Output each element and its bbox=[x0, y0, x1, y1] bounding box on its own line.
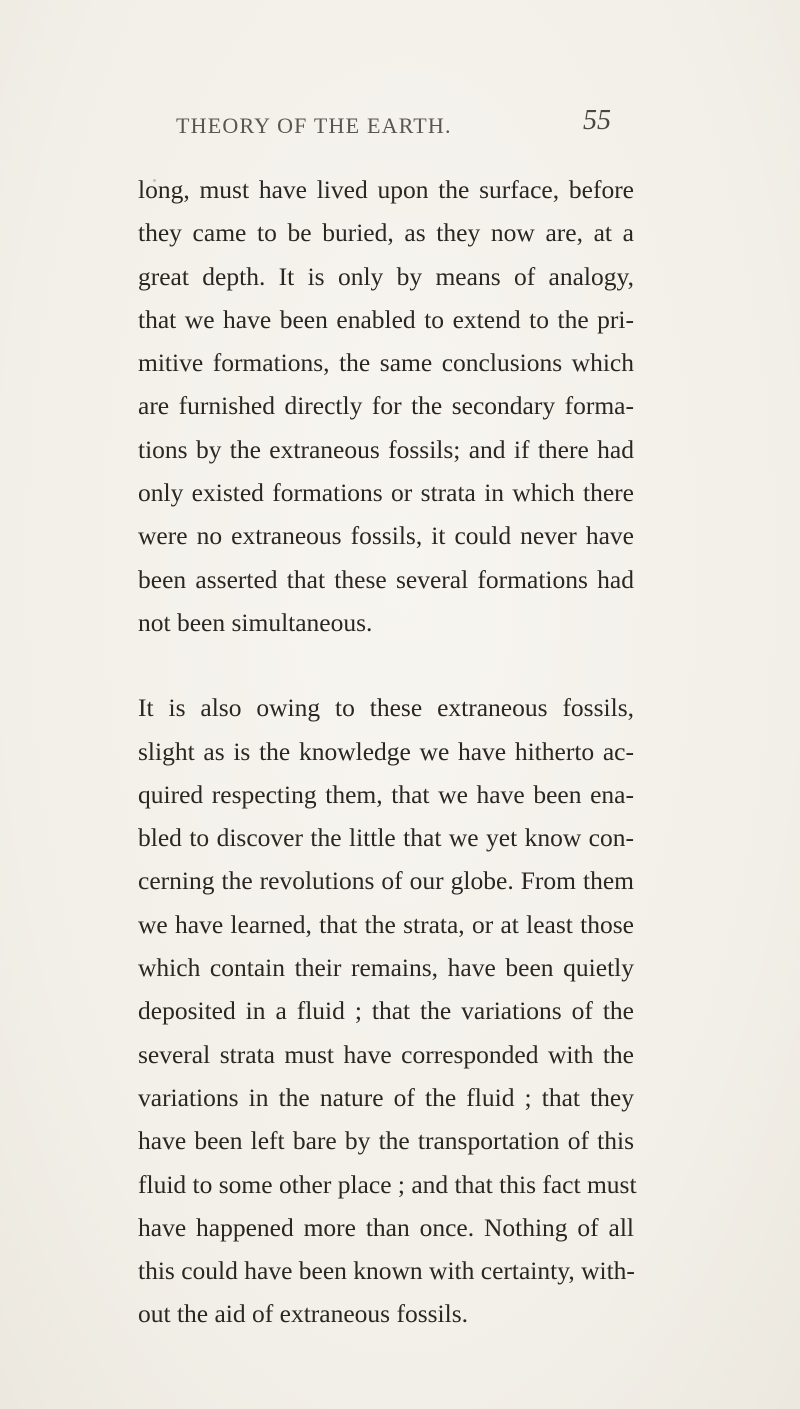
text-line: tions by the extraneous fossils; and if there had bbox=[138, 434, 634, 464]
text-line: slight as is the knowledge we have hitherto ac- bbox=[138, 736, 634, 766]
text-line: out the aid of extraneous fossils. bbox=[138, 1299, 469, 1329]
paragraph-1 bbox=[138, 168, 634, 644]
text-line: bled to discover the little that we yet know con- bbox=[138, 823, 634, 853]
page-number: 55 bbox=[583, 105, 611, 136]
text-line: quired respecting them, that we have been ena- bbox=[138, 779, 634, 809]
text-line: are furnished directly for the secondary forma- bbox=[138, 391, 634, 421]
running-title: THEORY OF THE EARTH. bbox=[176, 113, 452, 138]
text-line: we have learned, that the strata, or at least those bbox=[138, 909, 634, 939]
paragraph-2 bbox=[138, 686, 637, 1335]
text-line: variations in the nature of the fluid ; that they bbox=[138, 1082, 634, 1112]
text-line: It is also owing to these extraneous fossils, bbox=[138, 693, 634, 723]
text-line: cerning the revolutions of our globe. From them bbox=[138, 866, 634, 896]
text-line: were no extraneous fossils, it could never have bbox=[138, 521, 634, 551]
text-line: which contain their remains, have been quietly bbox=[138, 953, 634, 983]
text-line: this could have been known with certainty, with- bbox=[138, 1256, 635, 1286]
text-line: several strata must have corresponded with the bbox=[138, 1039, 634, 1069]
text-line: been asserted that these several formations had bbox=[138, 564, 634, 594]
text-line: great depth. It is only by means of analogy, bbox=[138, 261, 634, 291]
text-line: they came to be buried, as they now are, at a bbox=[138, 218, 634, 248]
body-text bbox=[138, 168, 637, 1336]
text-line: long, must have lived upon the surface, before bbox=[138, 175, 634, 204]
text-line: not been simultaneous. bbox=[138, 607, 373, 637]
text-line: have happened more than once. Nothing of all bbox=[138, 1212, 634, 1242]
text-line: deposited in a fluid ; that the variations of the bbox=[138, 996, 634, 1026]
text-line: have been left bare by the transportation of this bbox=[138, 1126, 634, 1156]
paragraph-gap bbox=[138, 644, 634, 686]
page-header bbox=[0, 105, 800, 145]
text-line: mitive formations, the same conclusions which bbox=[138, 348, 634, 378]
text-line: that we have been enabled to extend to the pri- bbox=[138, 304, 634, 334]
text-line: fluid to some other place ; and that this fact must bbox=[138, 1169, 637, 1199]
text-line: only existed formations or strata in which there bbox=[138, 478, 634, 508]
